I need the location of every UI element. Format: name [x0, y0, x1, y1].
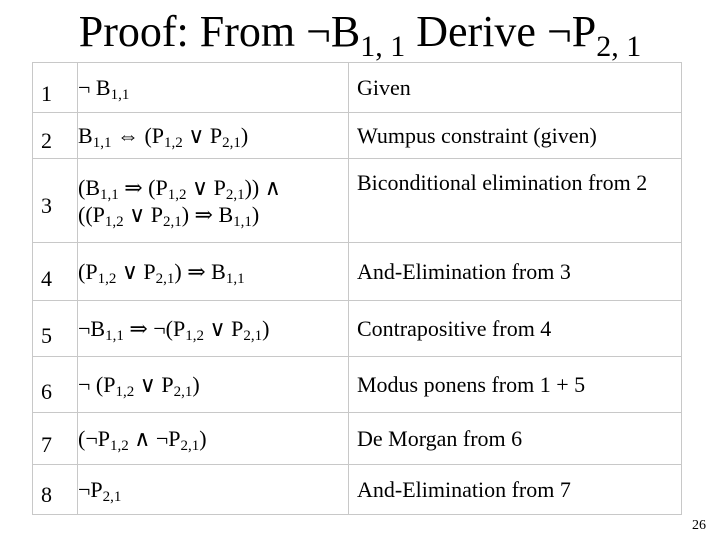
proof-row [33, 413, 682, 465]
page-number: 26 [692, 518, 706, 533]
proof-row [33, 301, 682, 357]
step-reason: And-Elimination from 7 [349, 465, 682, 515]
proof-row [33, 357, 682, 413]
step-statement: $\neg B_{1,1}$ ⇒ $\neg(P_{1,2}$ ∨ $P_{2,1}$) [78, 301, 349, 357]
step-statement: ($B_{1,1}$ ⇒ ($P_{1,2}$ ∨ $P_{2,1}$)) ∧ (($P_{1,2}$ ∨ $P_{2,1}$) ⇒ $B_{1,1}$) [78, 159, 349, 243]
step-statement: $B_{1,1}$ ⇔ ($P_{1,2}$ ∨ $P_{2,1}$) [78, 113, 349, 159]
step-statement: ¬ $B_{1,1}$ [78, 63, 349, 113]
proof-row [33, 113, 682, 159]
step-reason: And-Elimination from 3 [349, 243, 682, 301]
proof-row [33, 63, 682, 113]
slide-title: Proof: From $\neg B_{1, 1}$ Derive $\neg P_{2, 1}$ [78, 7, 642, 63]
step-number: 1 [33, 63, 78, 113]
proof-row [33, 159, 682, 243]
step-number: 6 [33, 357, 78, 413]
step-reason: De Morgan from 6 [349, 413, 682, 465]
step-number: 3 [33, 159, 78, 243]
step-number: 8 [33, 465, 78, 515]
step-statement: ($P_{1,2}$ ∨ $P_{2,1}$) ⇒ $B_{1,1}$ [78, 243, 349, 301]
proof-row [33, 465, 682, 515]
proof-table [32, 62, 682, 515]
step-reason: Given [349, 63, 682, 113]
step-number: 2 [33, 113, 78, 159]
step-reason: Wumpus constraint (given) [349, 113, 682, 159]
step-number: 5 [33, 301, 78, 357]
step-number: 4 [33, 243, 78, 301]
step-statement: ($\neg P_{1,2}$ ∧ $\neg P_{2,1}$) [78, 413, 349, 465]
step-reason: Biconditional elimination from 2 [349, 159, 682, 243]
step-reason: Modus ponens from 1 + 5 [349, 357, 682, 413]
step-statement: ¬ ($P_{1,2}$ ∨ $P_{2,1}$) [78, 357, 349, 413]
step-statement: $\neg P_{2,1}$ [78, 465, 349, 515]
step-number: 7 [33, 413, 78, 465]
proof-row [33, 243, 682, 301]
step-reason: Contrapositive from 4 [349, 301, 682, 357]
